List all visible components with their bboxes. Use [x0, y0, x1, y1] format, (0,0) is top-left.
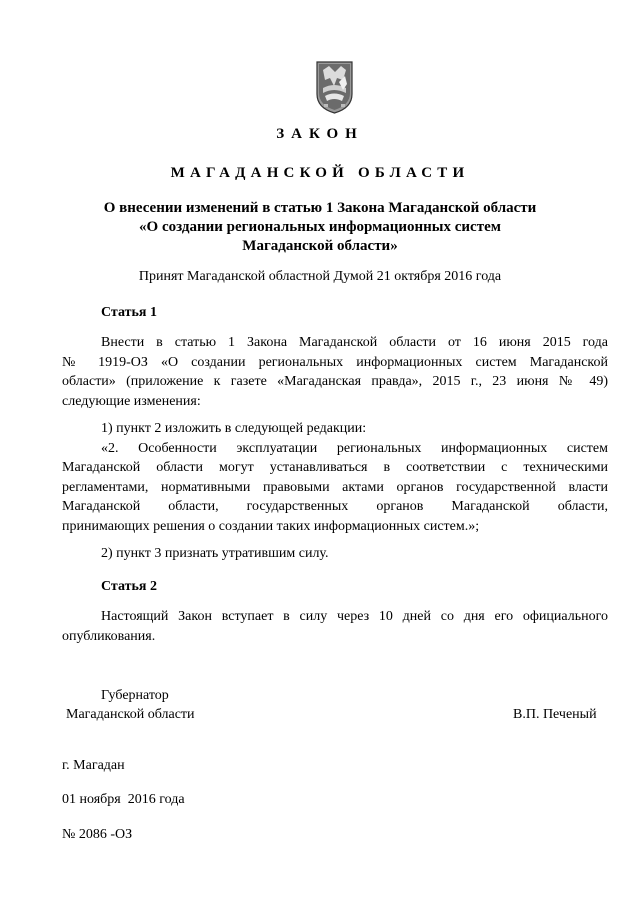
- law-number: № 2086 -ОЗ: [62, 827, 133, 842]
- article-1-intro-line: № 1919-ОЗ «О создании региональных информационных систем Магаданской: [62, 354, 608, 370]
- amendment-quote-line: регламентами, нормативными правовыми актами органов государственной власти: [62, 479, 608, 495]
- adoption-note: Принят Магаданской областной Думой 21 октября 2016 года: [138, 269, 502, 284]
- article-1-intro-line: области» (приложение к газете «Магаданская правда», 2015 г., 23 июня № 49): [62, 374, 608, 389]
- signing-date: 01 ноября 2016 года: [62, 792, 185, 807]
- article-1-intro-line: Внести в статью 1 Закона Магаданской области от 16 июня 2015 года: [101, 335, 608, 350]
- signatory-name: В.П. Печеный: [513, 707, 597, 722]
- amendment-quote-line: принимающих решения о создании таких информационных систем.»;: [62, 518, 480, 534]
- article-2-heading: Статья 2: [101, 579, 157, 594]
- amendment-quote-line: Магаданской области могут устанавливаться в соответствии с техническими: [62, 460, 608, 475]
- signatory-position: Губернатор: [101, 688, 169, 703]
- article-2-text-line: опубликования.: [62, 628, 156, 644]
- document-title: ЗАКОН: [276, 126, 364, 142]
- document-region-title: МАГАДАНСКОЙ ОБЛАСТИ: [170, 165, 470, 181]
- law-subject-line: Магаданской области»: [242, 238, 398, 254]
- amendment-item-2: 2) пункт 3 признать утратившим силу.: [101, 546, 329, 561]
- law-subject-line: О внесении изменений в статью 1 Закона Магаданской области: [103, 200, 537, 216]
- article-2-text-line: Настоящий Закон вступает в силу через 10 дней со дня его официального: [101, 609, 608, 624]
- magadan-region-coat-of-arms-icon: [315, 60, 354, 115]
- signatory-position-region: Магаданской области: [66, 707, 195, 722]
- article-1-intro-line: следующие изменения:: [62, 393, 201, 409]
- signing-place: г. Магадан: [62, 758, 125, 773]
- article-1-heading: Статья 1: [101, 305, 157, 320]
- law-subject: [0, 199, 640, 256]
- amendment-quote-line: Магаданской области, государственных органов Магаданской области,: [62, 499, 608, 514]
- amendment-item-1: 1) пункт 2 изложить в следующей редакции:: [101, 421, 367, 436]
- law-subject-line: «О создании региональных информационных систем: [139, 219, 501, 235]
- amendment-quote-line: «2. Особенности эксплуатации региональных информационных систем: [101, 440, 608, 456]
